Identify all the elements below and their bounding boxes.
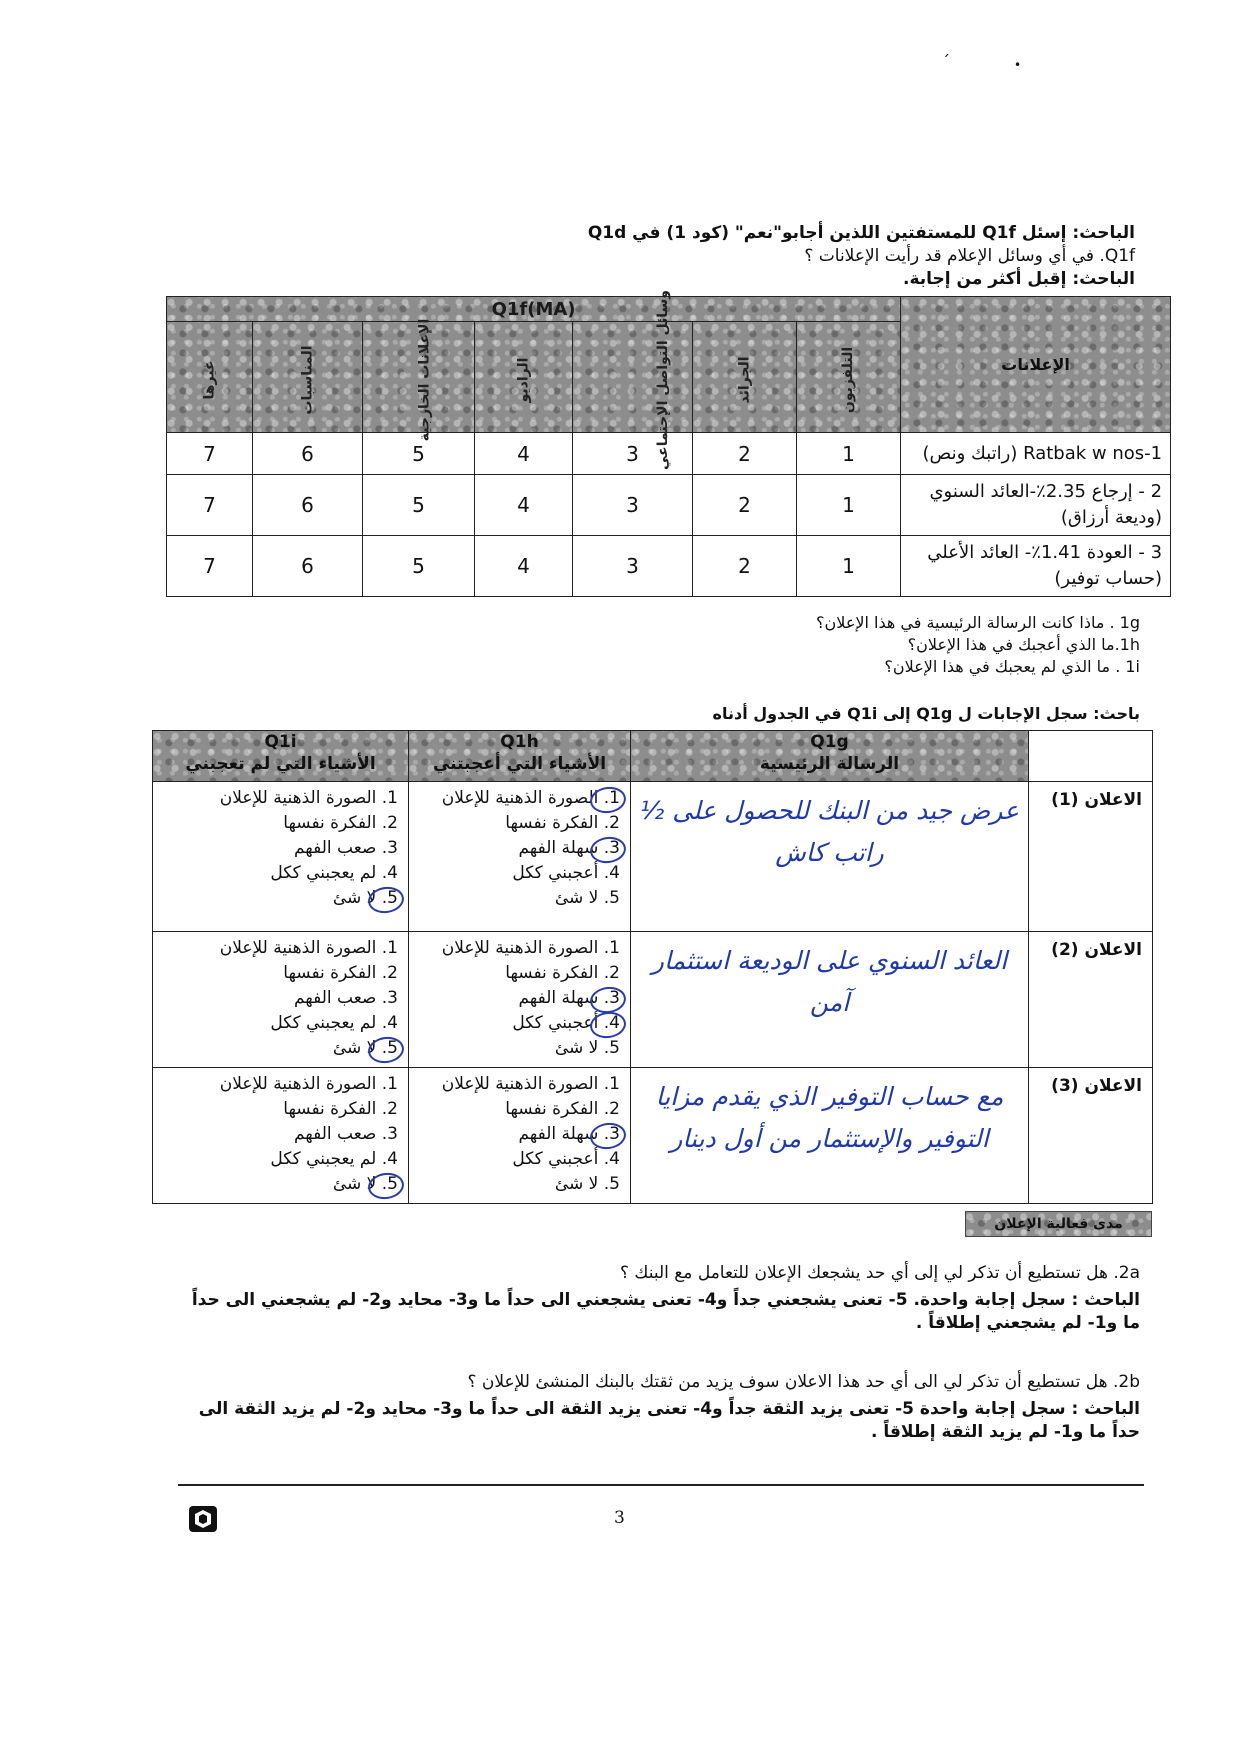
option[interactable]: 5. لا شئ <box>554 1038 620 1058</box>
option-circled[interactable]: 1. الصورة الذهنية للإعلان <box>419 786 620 811</box>
code-cell: 4 <box>475 433 573 475</box>
media-header-newspapers: الجرائد <box>693 322 797 433</box>
option[interactable]: 1. الصورة الذهنية للإعلان <box>219 938 398 958</box>
instruction-line-2: Q1f. في أي وسائل الإعلام قد رأيت الإعلانات ؟ <box>804 246 1135 266</box>
q1i-options <box>153 932 409 1068</box>
option[interactable]: 1. الصورة الذهنية للإعلان <box>441 1074 620 1094</box>
code-cell: 1 <box>797 536 901 597</box>
question-1h: 1h.ما الذي أعجبك في هذا الإعلان؟ <box>907 635 1140 654</box>
question-2a-instruction: الباحث : سجل إجابة واحدة. 5- تعنى يشجعني جداً و4- تعنى يشجعني الى حداً ما و3- محايد و2- لم يشجعني الى حداً ما و1- لم يشجعني إطلاقاً . <box>191 1290 1140 1333</box>
question-2a: 2a. هل تستطيع أن تذكر لي إلى أي حد يشجعك الإعلان للتعامل مع البنك ؟ <box>619 1263 1140 1283</box>
option-circled[interactable]: 4. أعجبني ككل <box>419 1011 620 1036</box>
ad-label: الاعلان (2) <box>1029 932 1153 1068</box>
media-table <box>166 290 1171 597</box>
option[interactable]: 2. الفكرة نفسها <box>283 1099 398 1119</box>
header-q1g: Q1g الرسالة الرئيسية <box>631 731 1029 782</box>
ad-label: الاعلان (1) <box>1029 782 1153 932</box>
q1h-options <box>409 782 631 932</box>
code-cell: 5 <box>363 433 475 475</box>
option[interactable]: 1. الصورة الذهنية للإعلان <box>441 938 620 958</box>
option-circled[interactable]: 3. سهلة الفهم <box>419 836 620 861</box>
option[interactable]: 3. صعب الفهم <box>293 1124 398 1144</box>
option[interactable]: 2. الفكرة نفسها <box>505 813 620 833</box>
handwritten-answer[interactable]: عرض جيد من البنك للحصول على ½ راتب كاش <box>631 782 1029 932</box>
header-q1h: Q1h الأشياء التي أعجبتني <box>409 731 631 782</box>
ad-label: الاعلان (3) <box>1029 1068 1153 1204</box>
code-cell: 7 <box>167 433 253 475</box>
option[interactable]: 1. الصورة الذهنية للإعلان <box>219 1074 398 1094</box>
option[interactable]: 1. الصورة الذهنية للإعلان <box>219 788 398 808</box>
option[interactable]: 4. أعجبني ككل <box>512 863 620 883</box>
section-title: مدى فعالية الإعلان <box>965 1211 1152 1237</box>
effectiveness-questions <box>180 1262 1140 1448</box>
code-cell: 2 <box>693 536 797 597</box>
table2-caption: باحث: سجل الإجابات ل Q1g إلى Q1i في الجدول أدناه <box>712 704 1140 723</box>
table1-header: Q1f(MA) <box>167 297 901 322</box>
code-cell: 3 <box>573 475 693 536</box>
option-circled[interactable]: 3. سهلة الفهم <box>419 986 620 1011</box>
code-cell: 1 <box>797 433 901 475</box>
media-header-tv: التلفزيون <box>797 322 901 433</box>
question-1i: 1i . ما الذي لم يعجبك في هذا الإعلان؟ <box>884 657 1140 676</box>
code-cell: 4 <box>475 536 573 597</box>
header-q1i: Q1i الأشياء التي لم تعجبني <box>153 731 409 782</box>
instruction-line-1: الباحث: إسئل Q1f للمستفتين اللذين أجابو"نعم" (كود 1) في Q1d <box>587 223 1135 243</box>
ad-row-label: 3 - العودة 1.41٪- العائد الأعلي (حساب توفير) <box>901 536 1171 597</box>
question-1g: 1g . ماذا كانت الرسالة الرئيسية في هذا الإعلان؟ <box>816 613 1140 632</box>
code-cell: 6 <box>253 433 363 475</box>
option[interactable]: 2. الفكرة نفسها <box>505 1099 620 1119</box>
instruction-line-3: الباحث: إقبل أكثر من إجابة. <box>903 269 1135 289</box>
option[interactable]: 3. صعب الفهم <box>293 988 398 1008</box>
media-header-outdoor: الإعلانات الخارجية <box>363 322 475 433</box>
code-cell: 5 <box>363 475 475 536</box>
option[interactable]: 4. لم يعجبني ككل <box>270 1149 398 1169</box>
option-circled[interactable]: 3. سهلة الفهم <box>419 1122 620 1147</box>
code-cell: 5 <box>363 536 475 597</box>
q1h-options <box>409 932 631 1068</box>
footer-rule <box>178 1484 1144 1486</box>
handwritten-answer[interactable]: العائد السنوي على الوديعة استثمار آمن <box>631 932 1029 1068</box>
option-circled[interactable]: 5. لا شئ <box>163 886 398 911</box>
option[interactable]: 4. لم يعجبني ككل <box>270 863 398 883</box>
ad-row-label: 2 - إرجاع 2.35٪-العائد السنوي (وديعة أرزاق) <box>901 475 1171 536</box>
option[interactable]: 5. لا شئ <box>554 1174 620 1194</box>
option[interactable]: 5. لا شئ <box>554 888 620 908</box>
code-cell: 2 <box>693 475 797 536</box>
table1-label-header: الإعلانات <box>901 297 1171 433</box>
option-circled[interactable]: 5. لا شئ <box>163 1172 398 1197</box>
option[interactable]: 2. الفكرة نفسها <box>283 963 398 983</box>
page-number: 3 <box>614 1508 625 1528</box>
media-header-radio: الراديو <box>475 322 573 433</box>
instruction-block <box>120 222 1135 291</box>
code-cell: 7 <box>167 536 253 597</box>
header-blank <box>1029 731 1153 782</box>
option[interactable]: 3. صعب الفهم <box>293 838 398 858</box>
code-cell: 3 <box>573 536 693 597</box>
option[interactable]: 4. أعجبني ككل <box>512 1149 620 1169</box>
code-cell: 2 <box>693 433 797 475</box>
question-2b: 2b. هل تستطيع أن تذكر لي الى أي حد هذا الاعلان سوف يزيد من ثقتك بالبنك المنشئ للإعلان ؟ <box>467 1372 1140 1392</box>
code-cell: 6 <box>253 536 363 597</box>
option-circled[interactable]: 5. لا شئ <box>163 1036 398 1061</box>
question-2b-instruction: الباحث : سجل إجابة واحدة 5- تعنى يزيد الثقة جداً و4- تعنى يزيد الثقة الى حداً ما و3- محايد و2- لم يزيد الثقة الى حداً ما و1- لم يزيد الثقة إطلاقاً . <box>198 1399 1140 1442</box>
media-header-social: وسائل التواصل الإجتماعي <box>573 322 693 433</box>
code-cell: 6 <box>253 475 363 536</box>
option[interactable]: 4. لم يعجبني ككل <box>270 1013 398 1033</box>
handwritten-answer[interactable]: مع حساب التوفير الذي يقدم مزايا التوفير والإستثمار من أول دينار <box>631 1068 1029 1204</box>
stray-mark: • <box>1014 58 1022 72</box>
q1i-options <box>153 1068 409 1204</box>
option[interactable]: 2. الفكرة نفسها <box>283 813 398 833</box>
logo-icon <box>186 1502 220 1536</box>
stray-mark: ´ <box>942 52 950 71</box>
code-cell: 4 <box>475 475 573 536</box>
ad-row-label: Ratbak w nos-1 (راتبك ونص) <box>901 433 1171 475</box>
code-cell: 3 <box>573 433 693 475</box>
option[interactable]: 2. الفكرة نفسها <box>505 963 620 983</box>
responses-table <box>152 730 1153 1204</box>
media-header-other: غيرها <box>167 322 253 433</box>
questions-block <box>700 612 1140 678</box>
code-cell: 1 <box>797 475 901 536</box>
q1i-options <box>153 782 409 932</box>
q1h-options <box>409 1068 631 1204</box>
media-header-events: المناسبات <box>253 322 363 433</box>
code-cell: 7 <box>167 475 253 536</box>
